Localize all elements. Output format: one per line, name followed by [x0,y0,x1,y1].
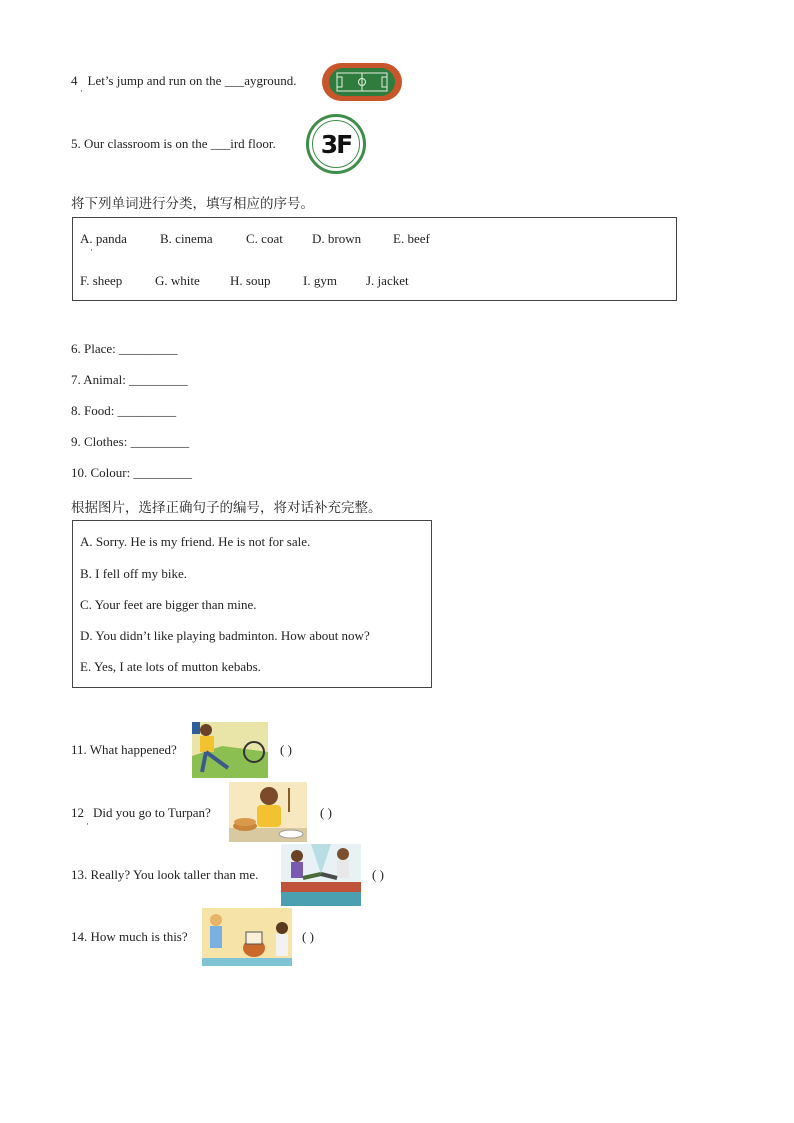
punct-dot: · [90,245,93,255]
category-place: 6. Place: _________ [71,341,178,356]
word-option: B. cinema [160,231,213,246]
kebab-boy-picture [229,782,307,842]
floor-badge [306,114,366,174]
word-option: F. sheep [80,273,123,288]
answer-blank-12[interactable]: ( ) [320,805,332,820]
category-animal: 7. Animal: _________ [71,372,188,387]
answer-blank-11[interactable]: ( ) [280,742,292,757]
question-12-text: Did you go to Turpan? [93,805,211,820]
category-clothes: 9. Clothes: _________ [71,434,190,449]
section-2-title: 根据图片，选择正确句子的编号，将对话补充完整。 [71,500,382,516]
bike-fall-picture [192,722,268,778]
question-11: 11. What happened? [71,742,177,757]
two-boys-picture [281,844,361,906]
word-bank-box [72,217,677,301]
dog-sale-picture [202,908,292,966]
sentence-option: E. Yes, I ate lots of mutton kebabs. [80,659,261,674]
word-option: J. jacket [366,273,409,288]
answer-blank-13[interactable]: ( ) [372,867,384,882]
section-1-title: 将下列单词进行分类，填写相应的序号。 [71,196,314,212]
punct-dot: · [86,819,89,829]
question-4-text: Let’s jump and run on the ___ayground. [87,73,297,88]
sentence-option: C. Your feet are bigger than mine. [80,597,257,612]
word-option: C. coat [246,231,283,246]
word-option: A. panda [80,231,127,246]
question-5: 5. Our classroom is on the ___ird floor. [71,136,276,151]
sentence-bank-box [72,520,432,688]
sentence-option: B. I fell off my bike. [80,566,187,581]
word-option: E. beef [393,231,430,246]
sentence-option: D. You didn’t like playing badminton. How about now? [80,628,370,643]
category-food: 8. Food: _________ [71,403,177,418]
question-13: 13. Really? You look taller than me. [71,867,259,882]
word-option: D. brown [312,231,362,246]
question-12-number: 12 [71,805,84,820]
sentence-option: A. Sorry. He is my friend. He is not for sale. [80,534,311,549]
category-colour: 10. Colour: _________ [71,465,192,480]
word-option: I. gym [303,273,337,288]
playground-picture [321,62,403,102]
question-12 [71,805,211,821]
answer-blank-14[interactable]: ( ) [302,929,314,944]
question-4-number: 4 [71,73,78,88]
punct-dot: · [80,86,83,96]
word-option: H. soup [230,273,271,288]
word-option: G. white [155,273,200,288]
question-4 [71,73,297,89]
question-14: 14. How much is this? [71,929,188,944]
floor-badge-label: 3F [320,130,352,159]
